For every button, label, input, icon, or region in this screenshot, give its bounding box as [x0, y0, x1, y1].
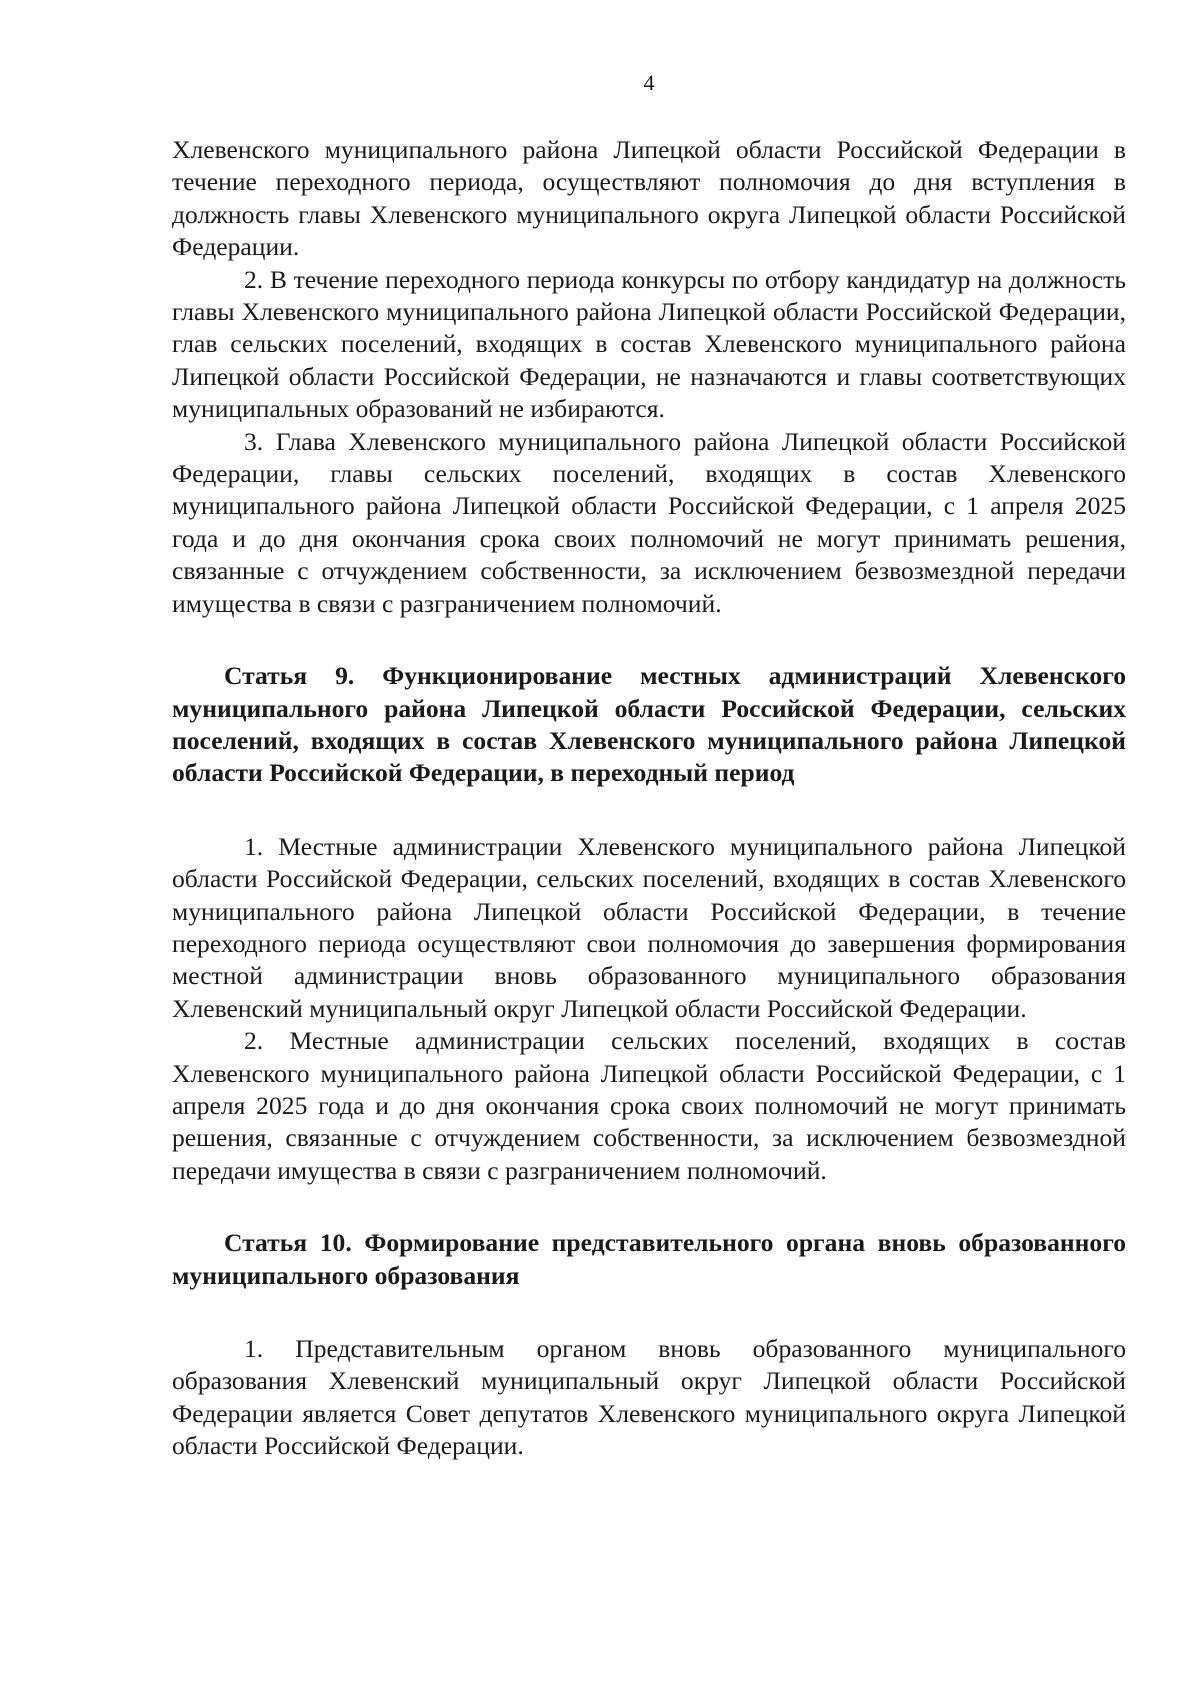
- article8-item-3: 3. Глава Хлевенского муниципального района Липецкой области Российской Федерации, главы сельских поселений, входящих в состав Хлевенского муниципального района Липецкой области Российской Федерации, с 1 апреля 2025 года и до дня окончания срока своих полномочий не могут принимать решения, связанные с отчуждением собственности, за исключением безвозмездной передачи имущества в связи с разграничением полномочий.: [172, 426, 1126, 618]
- article10-item-1: 1. Представительным органом вновь образованного муниципального образования Хлевенский муниципальный округ Липецкой области Российской Федерации является Совет депутатов Хлевенского муниципального округа Липецкой области Российской Федерации.: [172, 1334, 1126, 1461]
- article8-item-2: 2. В течение переходного периода конкурсы по отбору кандидатур на должность главы Хлевенского муниципального района Липецкой области Российской Федерации, глав сельских поселений, входящих в состав Хлевенского муниципального района Липецкой области Российской Федерации, не назначаются и главы соответствующих муниципальных образований не избираются.: [172, 264, 1126, 424]
- intro-paragraph: Хлевенского муниципального района Липецкой области Российской Федерации в течение переходного периода, осуществляют полномочия до дня вступления в должность главы Хлевенского муниципального округа Липецкой области Российской Федерации.: [172, 135, 1126, 262]
- document-page: [172, 70, 1126, 1463]
- page-number: 4: [643, 70, 655, 95]
- article9-heading: Статья 9. Функционирование местных администраций Хлевенского муниципального района Липецкой области Российской Федерации, сельских поселений, входящих в состав Хлевенского муниципального района Липецкой области Российской Федерации, в переходный период: [172, 661, 1126, 788]
- article9-item-1: 1. Местные администрации Хлевенского муниципального района Липецкой области Российской Федерации, сельских поселений, входящих в состав Хлевенского муниципального района Липецкой области Российской Федерации, в течение переходного периода осуществляют свои полномочия до завершения формирования местной администрации вновь образованного муниципального образования Хлевенский муниципальный округ Липецкой области Российской Федерации.: [172, 831, 1126, 1023]
- article9-item-2: 2. Местные администрации сельских поселений, входящих в состав Хлевенского муниципального района Липецкой области Российской Федерации, с 1 апреля 2025 года и до дня окончания срока своих полномочий не могут принимать решения, связанные с отчуждением собственности, за исключением безвозмездной передачи имущества в связи с разграничением полномочий.: [172, 1026, 1126, 1185]
- article10-heading: Статья 10. Формирование представительного органа вновь образованного муниципального образования: [172, 1228, 1126, 1290]
